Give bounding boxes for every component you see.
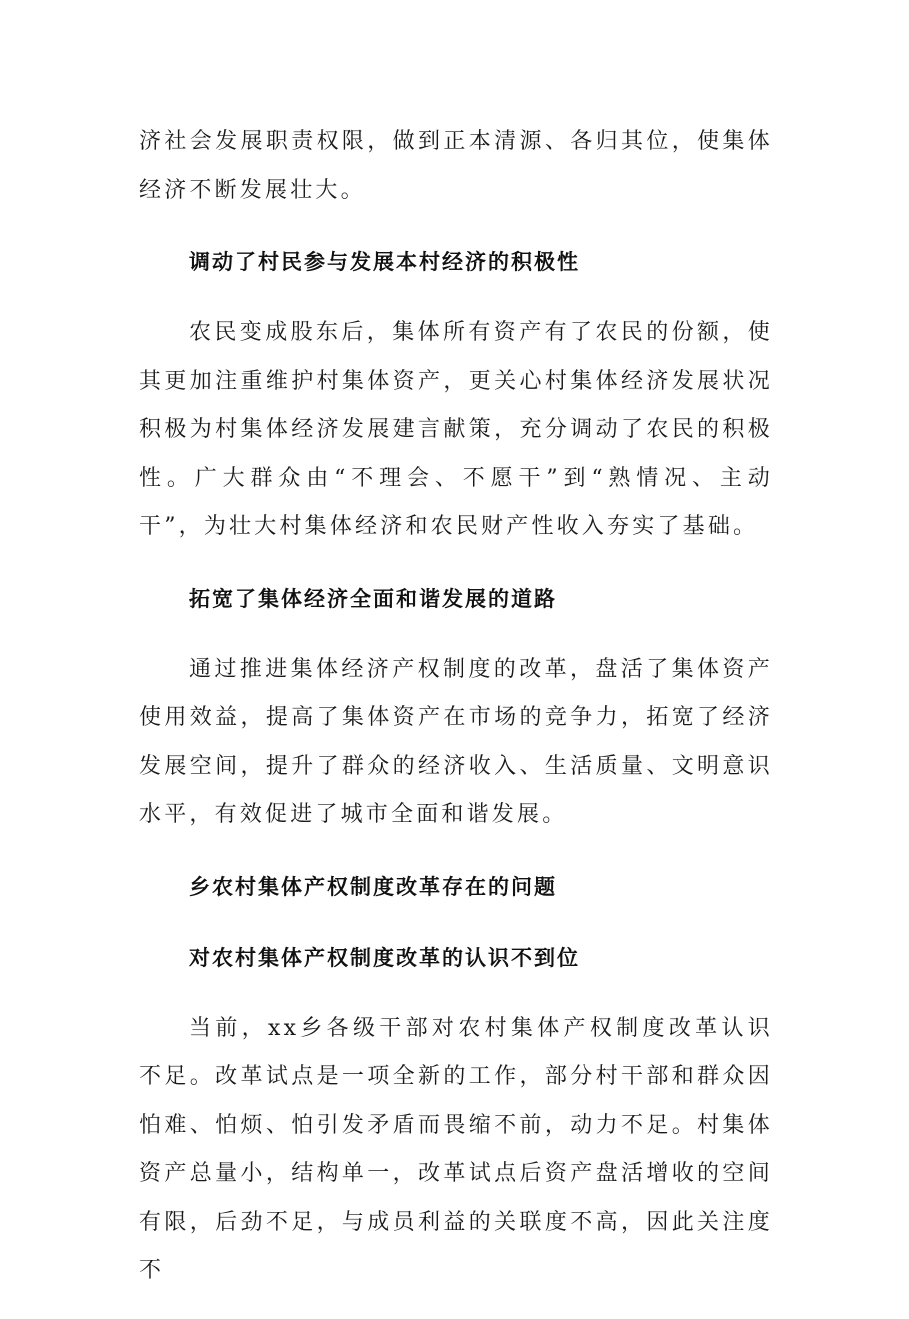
paragraph-4: 当前，xx乡各级干部对农村集体产权制度改革认识不足。改革试点是一项全新的工作，部分村干部和群众因怕难、怕烦、怕引发矛盾而畏缩不前，动力不足。村集体资产总量小，结构单一，改革试点后资产盘活增收的空间有限，后劲不足，与成员利益的关联度不高，因此关注度不 (139, 1015, 773, 1283)
section-heading-4: 对农村集体产权制度改革的认识不到位 (189, 945, 580, 970)
paragraph-2: 农民变成股东后，集体所有资产有了农民的份额，使其更加注重维护村集体资产，更关心村集体经济发展状况积极为村集体经济发展建言献策，充分调动了农民的积极性。广大群众由“不理会、不愿干”到“熟情况、主动干”，为壮大村集体经济和农民财产性收入夯实了基础。 (139, 320, 773, 539)
paragraph-1: 济社会发展职责权限，做到正本清源、各归其位，使集体经济不断发展壮大。 (139, 129, 773, 203)
paragraph-3: 通过推进集体经济产权制度的改革，盘活了集体资产使用效益，提高了集体资产在市场的竞争力，拓宽了经济发展空间，提升了群众的经济收入、生活质量、文明意识水平，有效促进了城市全面和谐发展。 (139, 656, 773, 827)
section-heading-2: 拓宽了集体经济全面和谐发展的道路 (189, 586, 557, 611)
section-heading-1: 调动了村民参与发展本村经济的积极性 (189, 250, 580, 274)
document-body (139, 118, 773, 1319)
section-heading-3: 乡农村集体产权制度改革存在的问题 (189, 874, 557, 899)
